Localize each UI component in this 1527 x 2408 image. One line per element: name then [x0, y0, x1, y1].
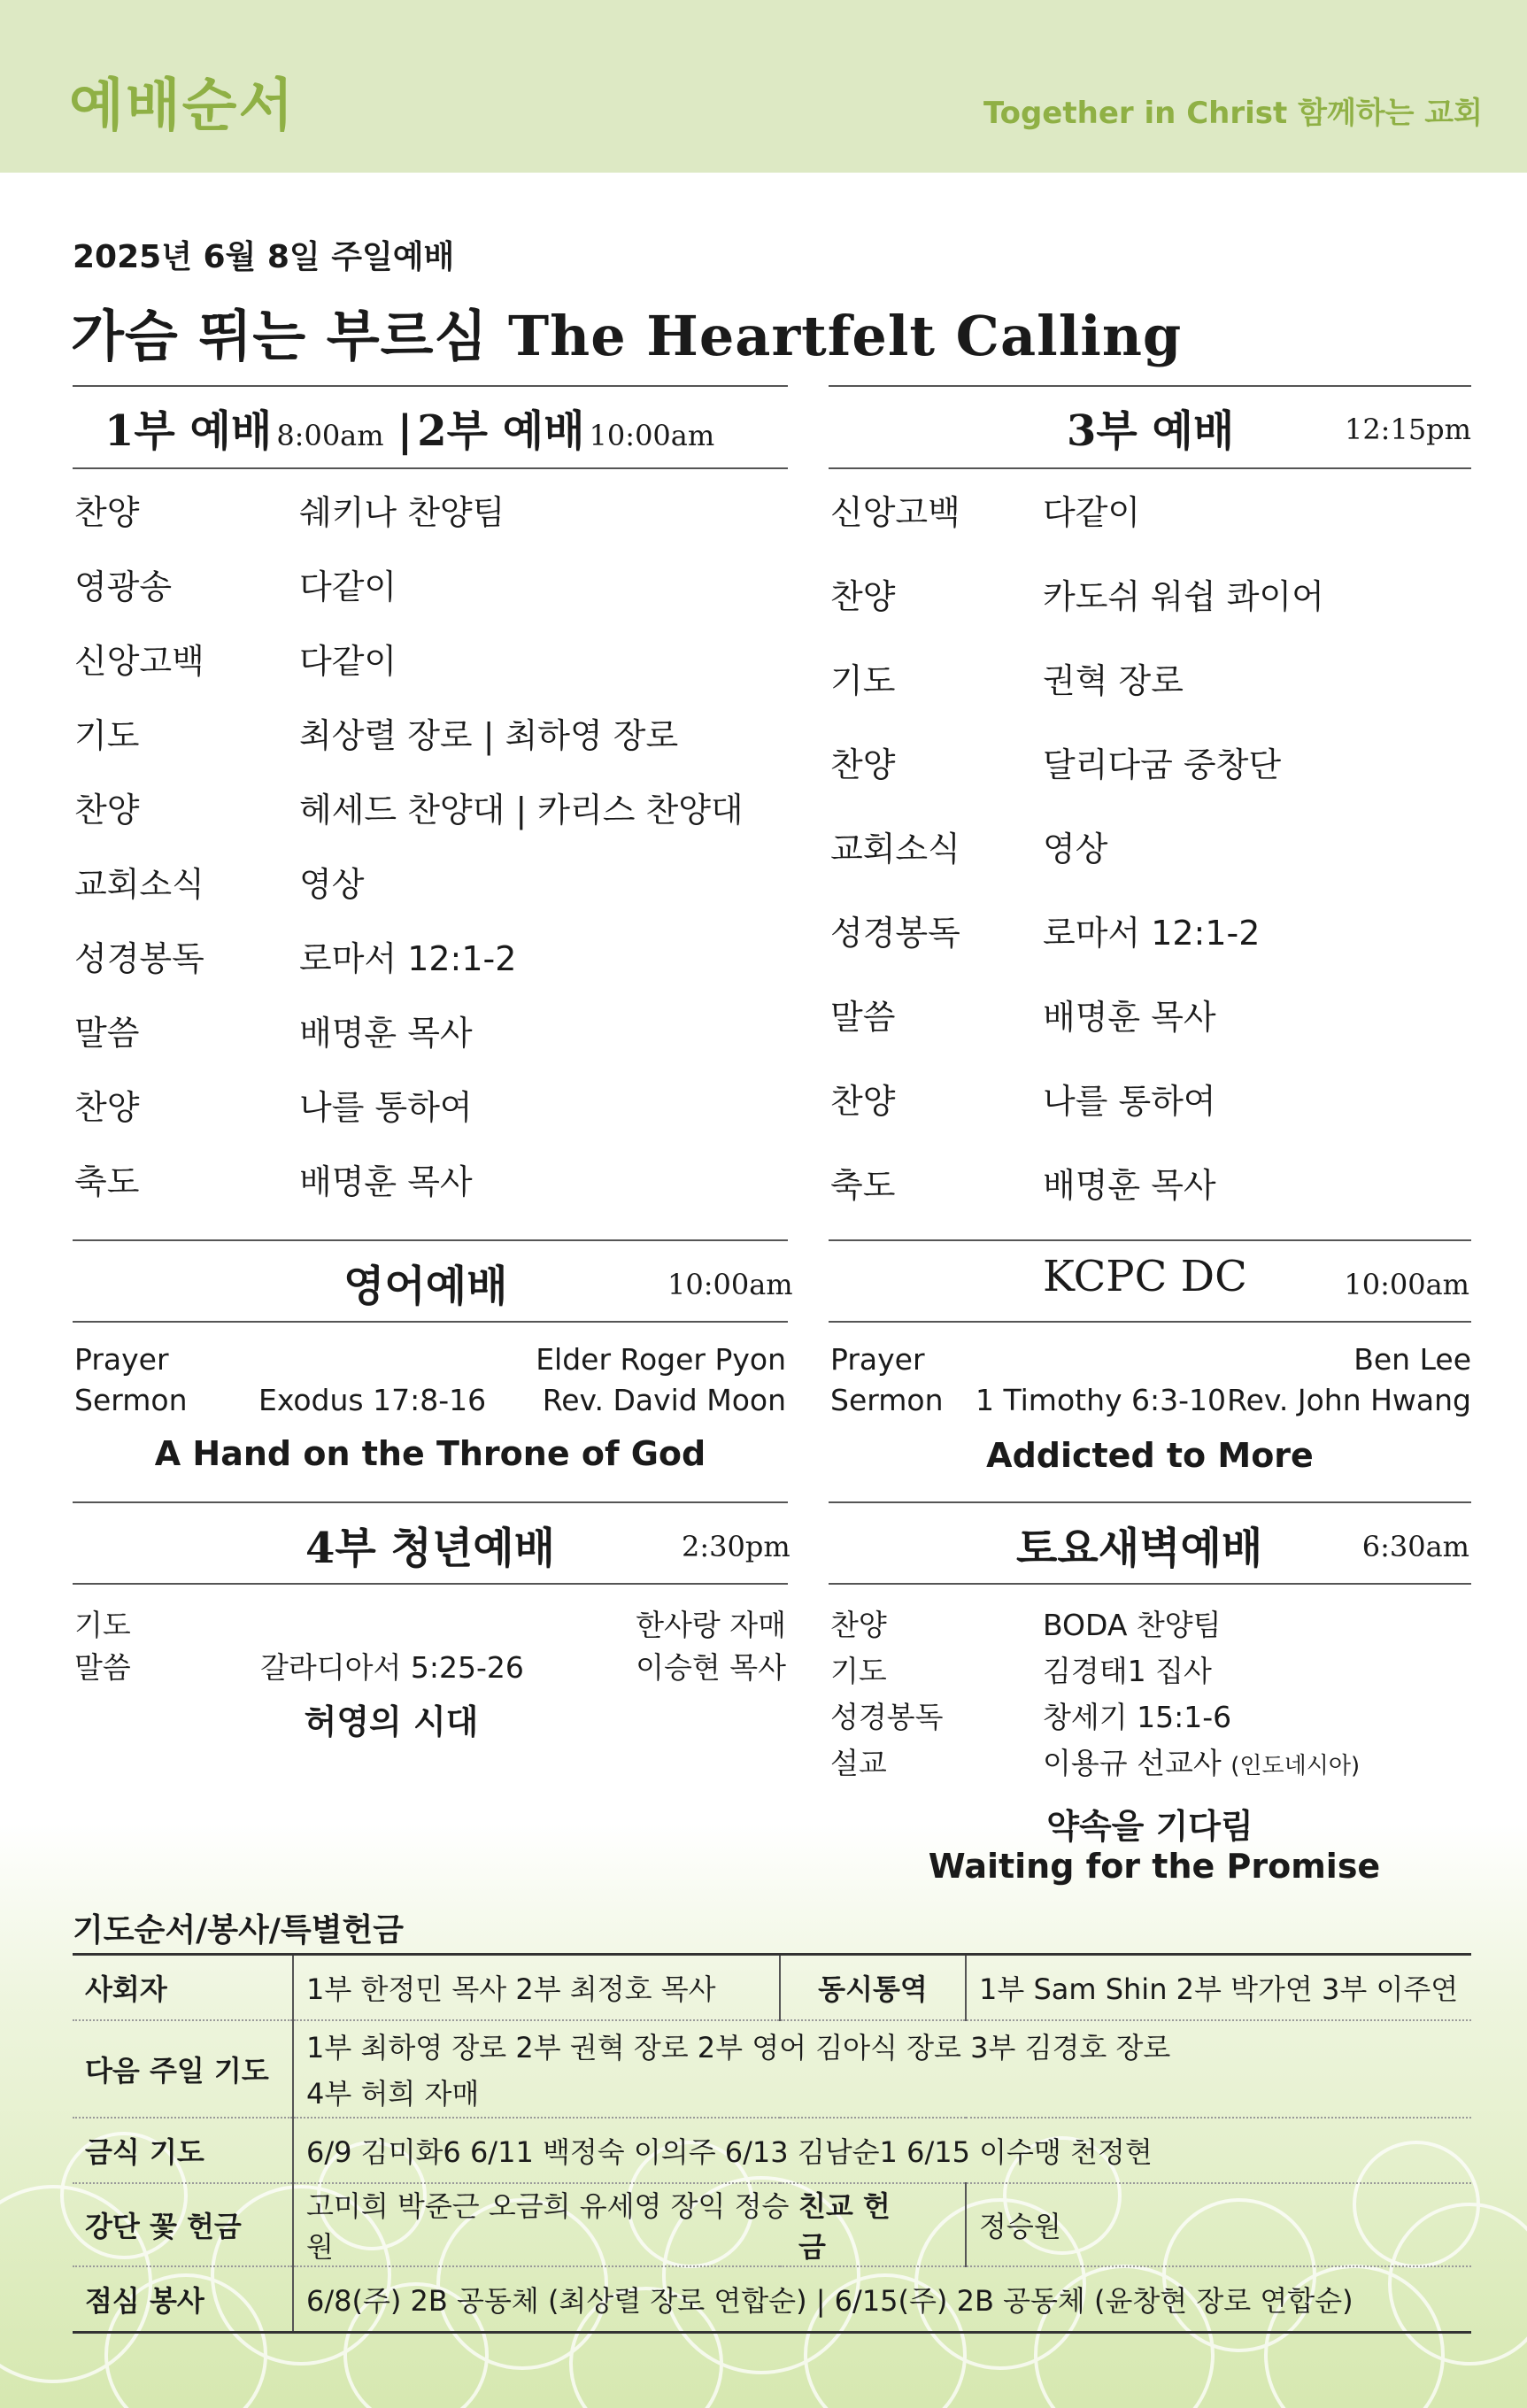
order-note: (인도네시아) — [1230, 1753, 1361, 1779]
prayer-label: 기도 — [74, 1608, 131, 1642]
section-heading-third: 3부 예배 — [1067, 406, 1235, 456]
order-value: 다같이 — [299, 567, 397, 606]
sermon-passage: 갈라디아서 5:25-26 — [260, 1650, 524, 1685]
order-value: 나를 통하여 — [1043, 1082, 1216, 1121]
prayer-value: 한사랑 자매 — [636, 1608, 786, 1642]
order-label: 찬양 — [74, 493, 140, 532]
prayer-value: Ben Lee — [1353, 1342, 1471, 1377]
order-value: 김경태1 집사 — [1043, 1654, 1212, 1688]
sermon-title-en: Waiting for the Promise — [928, 1847, 1381, 1886]
order-label: 말씀 — [74, 1014, 140, 1053]
lunch-service-value: 6/8(주) 2B 공동체 (최상렬 장로 연합순) | 6/15(주) 2B 공동체 (윤창현 장로 연합순) — [293, 2266, 1471, 2333]
heading-second: 2부 예배 — [417, 406, 585, 456]
divider — [73, 1583, 788, 1585]
service-date: 2025년 6월 8일 주일예배 — [73, 239, 455, 275]
divider — [73, 1239, 788, 1241]
order-value: 달리다굼 중창단 — [1043, 745, 1282, 784]
order-label: 찬양 — [830, 745, 896, 784]
church-tagline: Together in Christ 함께하는 교회 — [983, 96, 1483, 131]
altar-flower-value: 고미희 박준근 오금희 유세영 장익 정승원 친교 헌금 — [293, 2183, 966, 2266]
section-heading-first-second — [104, 397, 714, 458]
sermon-label: 말씀 — [74, 1650, 131, 1685]
divider — [829, 385, 1471, 387]
order-label: 교회소식 — [830, 830, 960, 868]
order-label: 성경봉독 — [830, 1700, 944, 1734]
order-value: 최상렬 장로 | 최하영 장로 — [299, 716, 679, 755]
prayer-value: Elder Roger Pyon — [536, 1342, 786, 1377]
table-row — [73, 2020, 1471, 2118]
sermon-title: Addicted to More — [986, 1436, 1314, 1475]
divider — [829, 1501, 1471, 1503]
fasting-prayer-value: 6/9 김미화6 6/11 백정숙 이의주 6/13 김남순1 6/15 이수맹 천정현 — [293, 2118, 1471, 2183]
divider — [73, 1321, 788, 1323]
order-value: 다같이 — [299, 642, 397, 681]
order-label: 영광송 — [74, 567, 173, 606]
order-label: 기도 — [830, 661, 896, 700]
sermon-preacher: Rev. David Moon — [542, 1383, 786, 1417]
section-heading-kcpc: KCPC DC — [1043, 1252, 1247, 1301]
table-row — [73, 2266, 1471, 2333]
prayer-label: Prayer — [74, 1342, 169, 1377]
divider — [73, 385, 788, 387]
sermon-passage: 1 Timothy 6:3-10 — [976, 1383, 1227, 1417]
order-value: 권혁 장로 — [1043, 661, 1184, 700]
divider — [829, 1321, 1471, 1323]
fellowship-offering-label: 친교 헌금 — [798, 2189, 891, 2264]
order-label: 신앙고백 — [74, 642, 204, 681]
order-label: 기도 — [74, 716, 140, 755]
host-label: 사회자 — [73, 1955, 293, 2021]
table-row — [73, 2183, 1471, 2266]
divider — [829, 467, 1471, 469]
heading-first: 1부 예배 — [104, 406, 273, 456]
order-label: 찬양 — [830, 1082, 896, 1121]
order-label: 말씀 — [830, 998, 896, 1037]
sermon-title: A Hand on the Throne of God — [154, 1434, 706, 1473]
info-section-label: 기도순서/봉사/특별헌금 — [73, 1912, 405, 1949]
time-first: 8:00am — [276, 419, 384, 452]
order-label: 교회소식 — [74, 865, 204, 904]
order-value: 로마서 12:1-2 — [299, 939, 517, 978]
order-value: 로마서 12:1-2 — [1043, 914, 1261, 953]
time-youth: 2:30pm — [682, 1530, 790, 1563]
time-kcpc: 10:00am — [1344, 1268, 1469, 1301]
order-value: 창세기 15:1-6 — [1043, 1700, 1232, 1734]
order-label: 찬양 — [74, 791, 140, 830]
order-value: 영상 — [299, 865, 365, 904]
table-row — [73, 1955, 1471, 2021]
heading-separator: | — [397, 406, 413, 456]
divider — [73, 1501, 788, 1503]
order-value: BODA 찬양팀 — [1043, 1608, 1222, 1642]
header-bar — [0, 0, 1527, 173]
host-value: 1부 한정민 목사 2부 최정호 목사 — [293, 1955, 780, 2021]
sermon-passage: Exodus 17:8-16 — [258, 1383, 487, 1417]
order-label: 찬양 — [830, 1608, 887, 1642]
order-value: 나를 통하여 — [299, 1088, 473, 1127]
section-heading-saturday: 토요새벽예배 — [1016, 1524, 1263, 1573]
order-label: 성경봉독 — [74, 939, 204, 978]
fasting-prayer-label: 금식 기도 — [73, 2118, 293, 2183]
order-value: 영상 — [1043, 830, 1108, 868]
order-label: 설교 — [830, 1746, 887, 1780]
sermon-preacher: Rev. John Hwang — [1227, 1383, 1471, 1417]
section-heading-english: 영어예배 — [343, 1262, 508, 1311]
lunch-service-label: 점심 봉사 — [73, 2266, 293, 2333]
order-label: 축도 — [74, 1162, 140, 1201]
service-title: 가슴 뛰는 부르심 The Heartfelt Calling — [71, 304, 1183, 368]
table-row — [73, 2118, 1471, 2183]
order-label: 신앙고백 — [830, 493, 960, 532]
divider — [829, 1583, 1471, 1585]
order-value: 배명훈 목사 — [1043, 998, 1216, 1037]
order-value: 배명훈 목사 — [299, 1014, 473, 1053]
page-title: 예배순서 — [69, 73, 296, 139]
time-saturday: 6:30am — [1361, 1530, 1469, 1563]
order-label: 찬양 — [74, 1088, 140, 1127]
next-prayer-label: 다음 주일 기도 — [73, 2020, 293, 2118]
order-label: 성경봉독 — [830, 914, 960, 953]
sermon-label: Sermon — [74, 1383, 188, 1417]
divider — [73, 467, 788, 469]
order-label: 기도 — [830, 1654, 887, 1688]
altar-flower-label: 강단 꽃 헌금 — [73, 2183, 293, 2266]
sermon-label: Sermon — [830, 1383, 944, 1417]
prayer-label: Prayer — [830, 1342, 925, 1377]
order-value: 배명훈 목사 — [1043, 1166, 1216, 1205]
order-value: 카도쉬 워쉽 콰이어 — [1043, 577, 1324, 616]
order-label: 찬양 — [830, 577, 896, 616]
sermon-preacher: 이승현 목사 — [636, 1650, 786, 1685]
time-english: 10:00am — [667, 1268, 793, 1301]
fellowship-offering-value: 정승원 — [966, 2183, 1471, 2266]
time-third: 12:15pm — [1344, 413, 1471, 446]
sermon-title-ko: 약속을 기다림 — [1046, 1807, 1253, 1846]
sermon-title: 허영의 시대 — [304, 1702, 479, 1741]
info-table — [73, 1953, 1471, 2334]
order-value: 쉐키나 찬양팀 — [299, 493, 505, 532]
interpretation-value: 1부 Sam Shin 2부 박가연 3부 이주연 — [966, 1955, 1471, 2021]
order-label: 축도 — [830, 1166, 896, 1205]
interpretation-label: 동시통역 — [780, 1955, 966, 2021]
divider — [829, 1239, 1471, 1241]
order-value: 다같이 — [1043, 493, 1141, 532]
time-second: 10:00am — [589, 419, 715, 452]
next-prayer-value: 1부 최하영 장로 2부 권혁 장로 2부 영어 김아식 장로 3부 김경호 장로 4부 허희 자매 — [293, 2020, 1471, 2118]
order-value: 이용규 선교사 (인도네시아) — [1043, 1746, 1361, 1780]
order-value: 배명훈 목사 — [299, 1162, 473, 1201]
order-value: 헤세드 찬양대 | 카리스 찬양대 — [299, 791, 744, 830]
section-heading-youth: 4부 청년예배 — [305, 1524, 555, 1573]
